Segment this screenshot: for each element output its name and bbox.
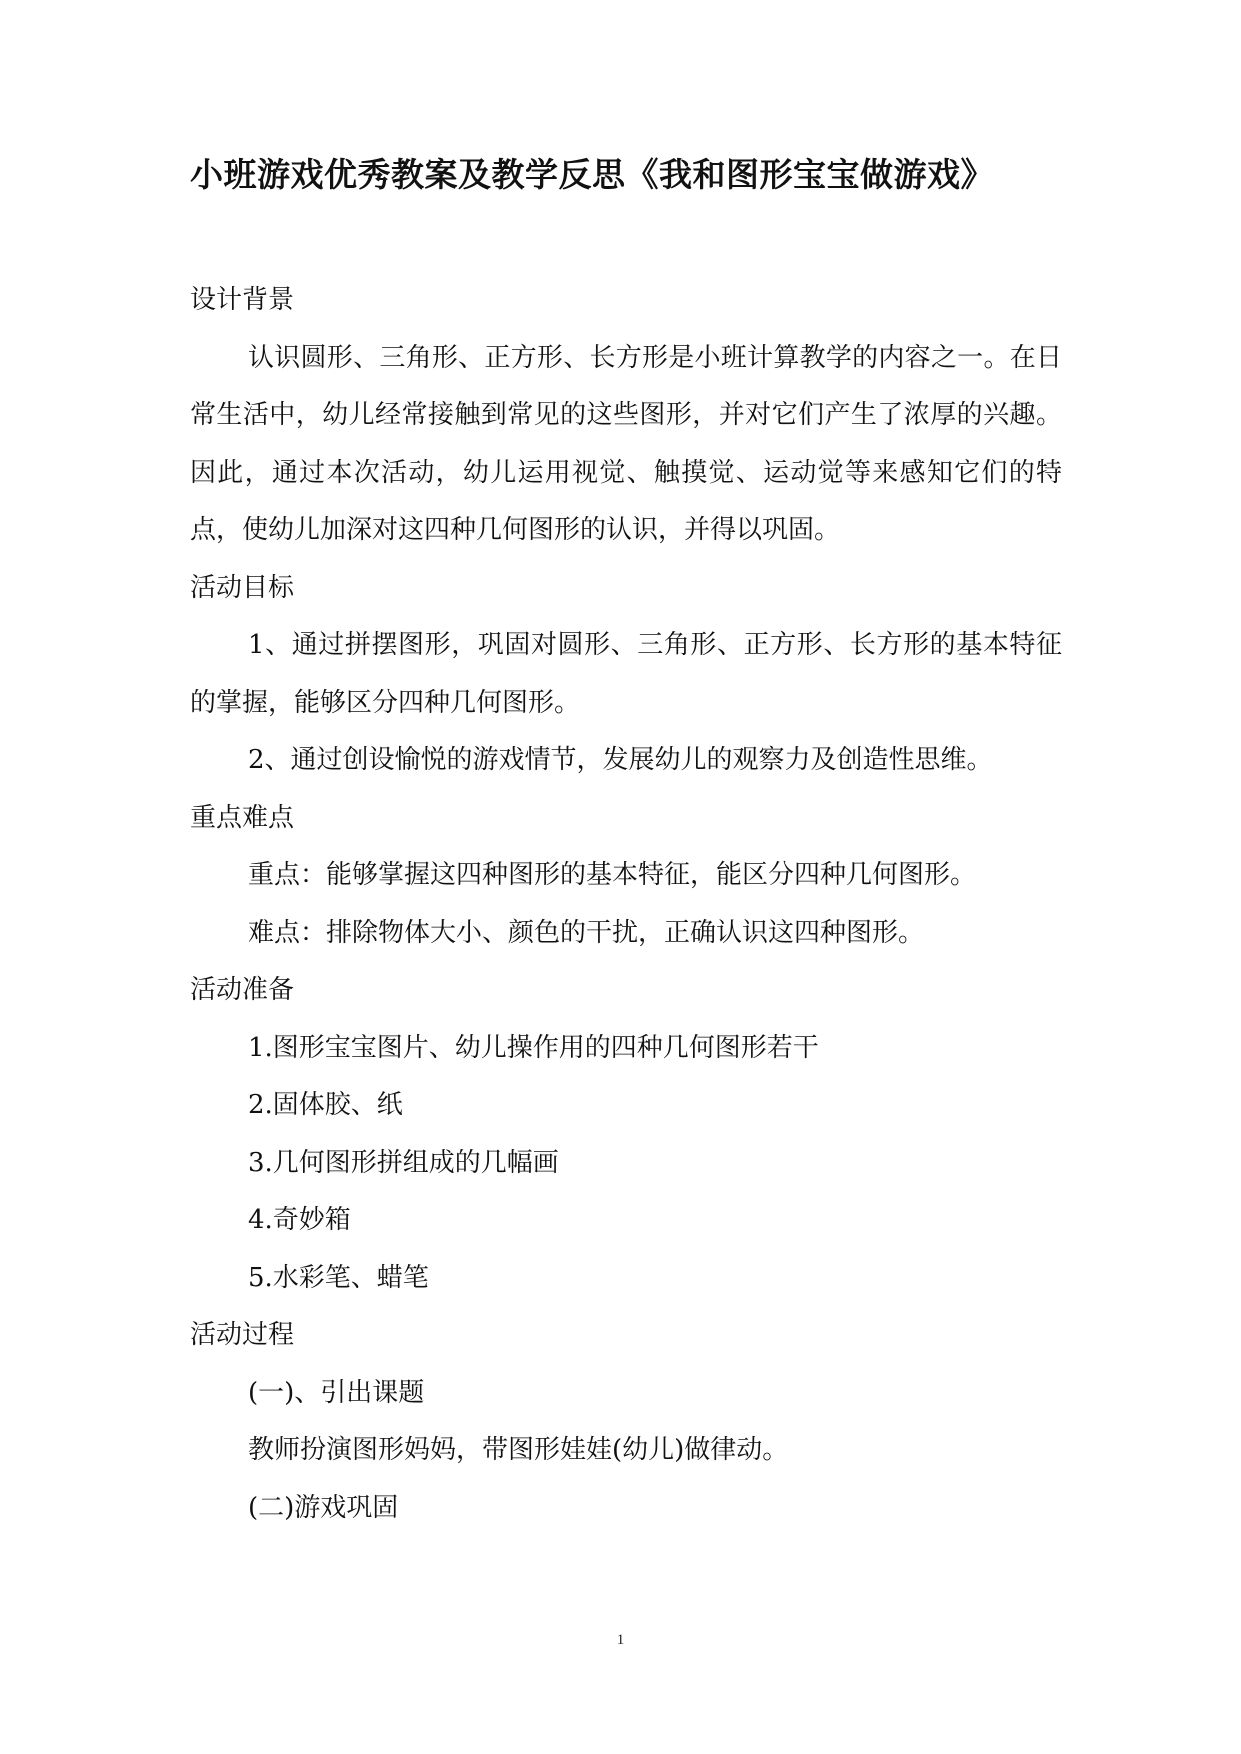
- goal-item-2: 2、通过创设愉悦的游戏情节，发展幼儿的观察力及创造性思维。: [248, 745, 993, 775]
- preparation-item-2: 2.固体胶、纸: [248, 1090, 403, 1120]
- background-paragraph: 认识圆形、三角形、正方形、长方形是小班计算教学的内容之一。在日常生活中，幼儿经常接触到常见的这些图形，并对它们产生了浓厚的兴趣。因此，通过本次活动，幼儿运用视觉、触摸觉、运动觉等来感知它们的特点，使幼儿加深对这四种几何图形的认识，并得以巩固。: [190, 342, 1062, 545]
- document-body: [190, 272, 1062, 1537]
- section-heading-background: 设计背景: [190, 285, 295, 315]
- key-point-item: 重点：能够掌握这四种图形的基本特征，能区分四种几何图形。: [248, 860, 977, 890]
- section-heading-key-points: 重点难点: [190, 802, 295, 833]
- section-heading-goals: 活动目标: [190, 572, 295, 603]
- process-step-1-text: 教师扮演图形妈妈，带图形娃娃(幼儿)做律动。: [248, 1435, 789, 1465]
- process-step-2-heading: (二)游戏巩固: [248, 1492, 399, 1523]
- section-heading-preparation: 活动准备: [190, 975, 295, 1005]
- preparation-item-1: 1.图形宝宝图片、幼儿操作用的四种几何图形若干: [248, 1032, 819, 1063]
- goal-item-1: 1、通过拼摆图形，巩固对圆形、三角形、正方形、长方形的基本特征的掌握，能够区分四种几何图形。: [190, 630, 1062, 718]
- document-title: 小班游戏优秀教案及教学反思《我和图形宝宝做游戏》: [190, 155, 994, 194]
- preparation-item-5: 5.水彩笔、蜡笔: [248, 1262, 429, 1293]
- difficulty-item: 难点：排除物体大小、颜色的干扰，正确认识这四种图形。: [248, 917, 925, 948]
- preparation-item-4: 4.奇妙箱: [248, 1205, 351, 1235]
- preparation-item-3: 3.几何图形拼组成的几幅画: [248, 1147, 559, 1178]
- section-heading-process: 活动过程: [190, 1320, 295, 1350]
- process-step-1-heading: (一)、引出课题: [248, 1377, 425, 1408]
- page-number: 1: [616, 1632, 625, 1648]
